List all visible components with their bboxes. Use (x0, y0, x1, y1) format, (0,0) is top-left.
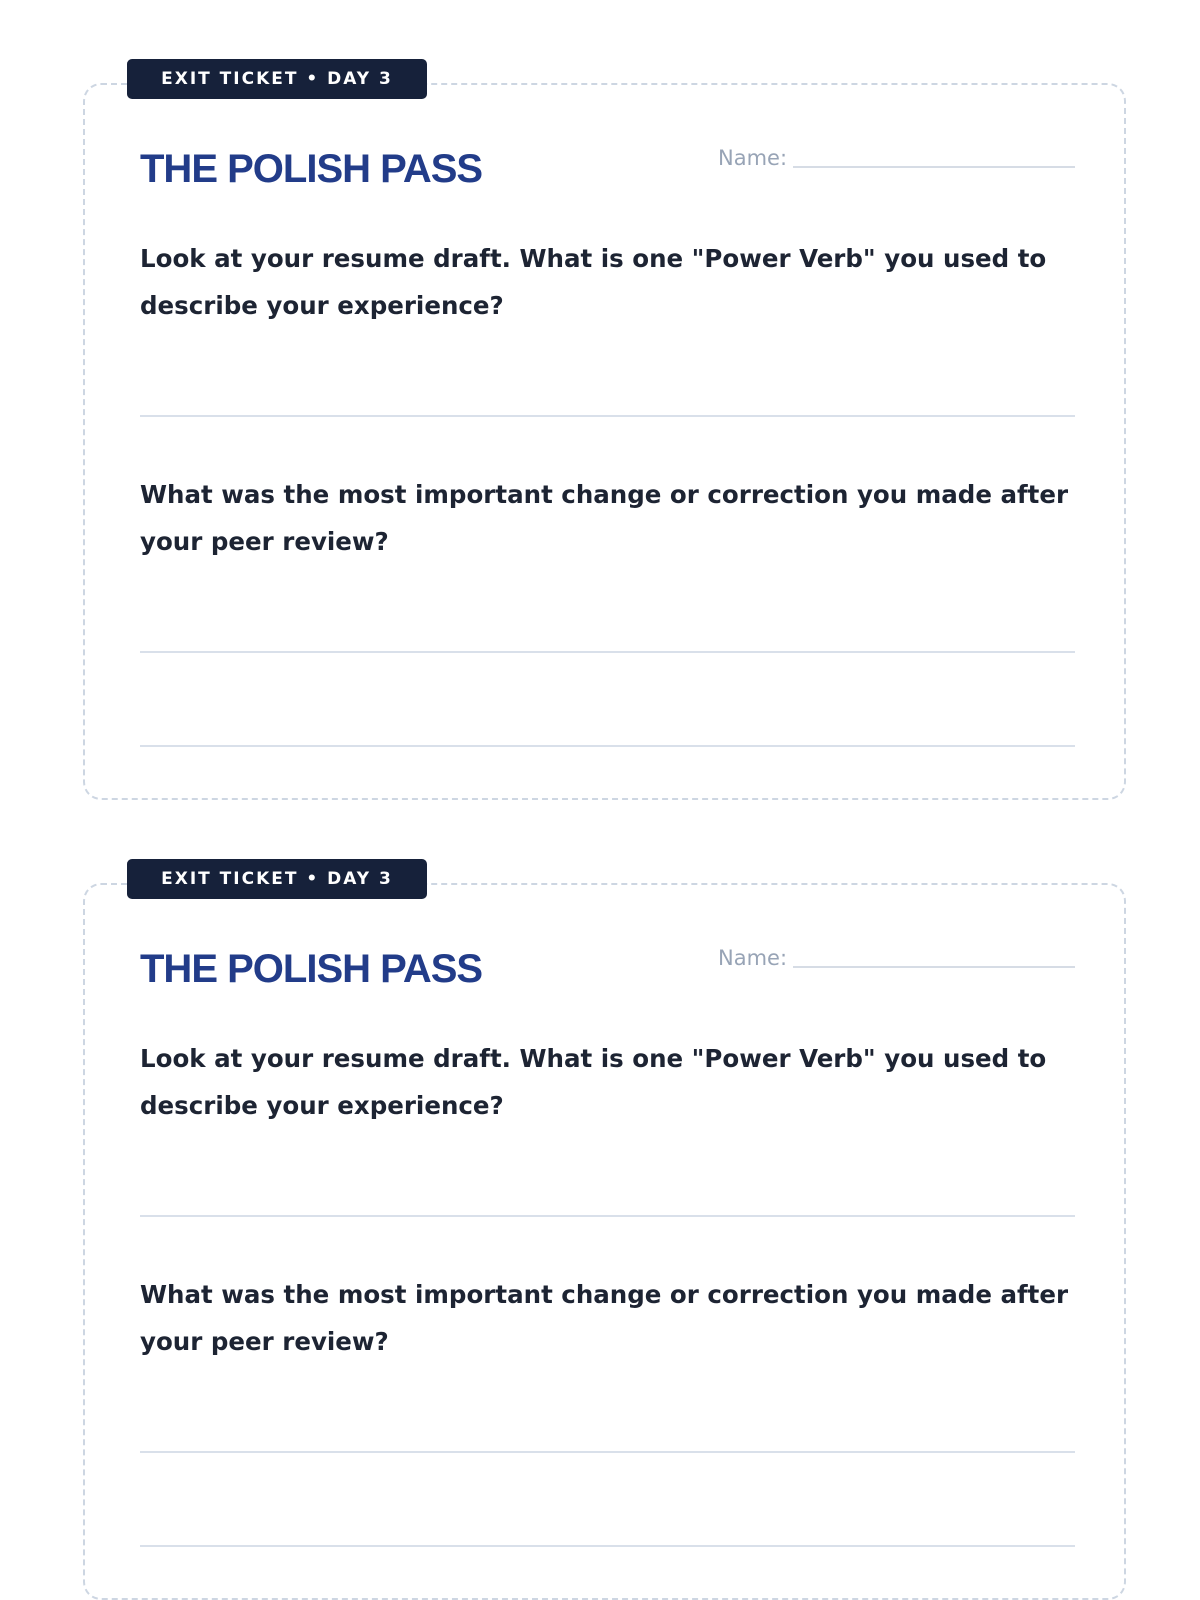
ticket-title: THE POLISH PASS (140, 947, 483, 991)
question-power-verb: Look at your resume draft. What is one "Power Verb" you used to describe your experience? (140, 1044, 1047, 1120)
answer-line[interactable] (140, 1215, 1075, 1217)
exit-ticket-card (83, 869, 1126, 1600)
question-peer-review-change: What was the most important change or correction you made after your peer review? (140, 1280, 1069, 1356)
ticket-title: THE POLISH PASS (140, 147, 483, 191)
answer-line[interactable] (140, 651, 1075, 653)
answer-line[interactable] (140, 415, 1075, 417)
name-label: Name: (718, 146, 788, 170)
question-power-verb: Look at your resume draft. What is one "Power Verb" you used to describe your experience? (140, 244, 1047, 320)
name-write-line[interactable] (793, 166, 1075, 168)
exit-ticket-badge: EXIT TICKET • DAY 3 (127, 859, 427, 899)
question-peer-review-change: What was the most important change or correction you made after your peer review? (140, 480, 1069, 556)
answer-line[interactable] (140, 1451, 1075, 1453)
answer-line[interactable] (140, 745, 1075, 747)
name-field[interactable] (718, 941, 1075, 971)
answer-line[interactable] (140, 1545, 1075, 1547)
exit-ticket-badge: EXIT TICKET • DAY 3 (127, 59, 427, 99)
name-write-line[interactable] (793, 966, 1075, 968)
exit-ticket-card (83, 69, 1126, 800)
name-label: Name: (718, 946, 788, 970)
name-field[interactable] (718, 141, 1075, 171)
